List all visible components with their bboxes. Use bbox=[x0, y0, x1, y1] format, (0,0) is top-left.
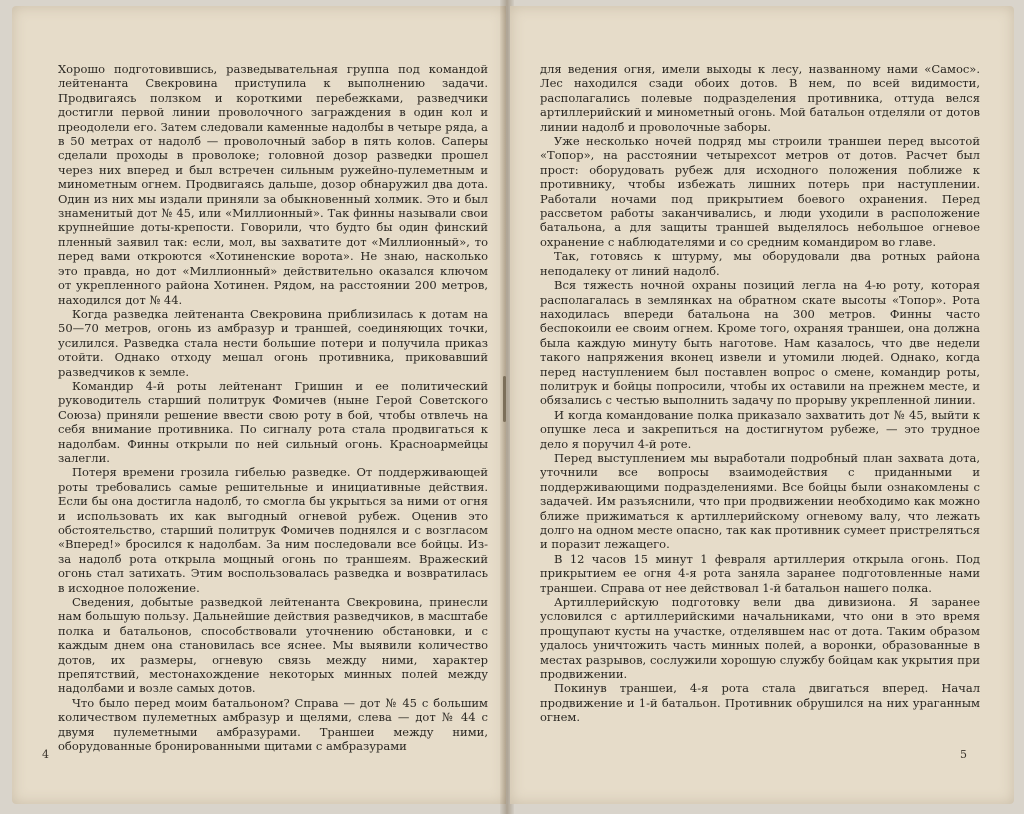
paragraph: Хорошо подготовившись, разведывательная группа под командой лейтенанта Свекровина приступила к выполнению задачи. Продвигаясь ползком и короткими перебежками, разведчики достигли первой линии проволочного заграждения в один кол и преодолели его. Затем следовали каменные надолбы в четыре ряда, а в 50 метрах от надолб — проволочный забор в пять колов. Саперы сделали проходы в проволоке; головной дозор разведки прошел через них вперед и был встречен сильным ружейно-пулеметным и минометным огнем. Продвигаясь дальше, дозор обнаружил два дота. Один из них мы издали приняли за обыкновенный холмик. Это и был знаменитый дот № 45, или «Миллионный». Так финны называли свои крупнейшие доты-крепости. Говорили, что будто бы один финский пленный заявил так: если, мол, вы захватите дот «Миллионный», то перед вами откроются «Хотиненские ворота». Не знаю, насколько это правда, но дот «Миллионный» действительно оказался ключом от укрепленного района Хотинен. Рядом, на расстоянии 200 метров, находился дот № 44. bbox=[58, 62, 488, 307]
paragraph: Уже несколько ночей подряд мы строили траншеи перед высотой «Топор», на расстоянии четырехсот метров от дотов. Расчет был прост: оборудовать рубеж для исходного положения поближе к противнику, чтобы избежать лишних потерь при наступлении. Работали ночами под прикрытием боевого охранения. Перед рассветом работы заканчивались, и люди уходили в расположение батальона, а для защиты траншей выделялось небольшое огневое охранение с наблюдателями и со средним командиром во главе. bbox=[540, 134, 980, 249]
right-page bbox=[510, 6, 1014, 804]
left-page bbox=[12, 6, 506, 804]
paragraph: Артиллерийскую подготовку вели два дивизиона. Я заранее условился с артиллерийскими начальниками, что они в это время прощупают кусты на участке, отделявшем нас от дота. Таким образом удалось уничтожить часть минных полей, а воронки, образованные в местах разрывов, сослужили хорошую службу бойцам как укрытия при продвижении. bbox=[540, 595, 980, 682]
staple bbox=[503, 376, 506, 422]
page-number: 5 bbox=[960, 748, 967, 761]
paragraph: В 12 часов 15 минут 1 февраля артиллерия открыла огонь. Под прикрытием ее огня 4-я рота заняла заранее подготовленные нами траншеи. Справа от нее действовал 1-й батальон нашего полка. bbox=[540, 551, 980, 595]
left-page-text bbox=[58, 62, 488, 754]
paragraph: Сведения, добытые разведкой лейтенанта Свекровина, принесли нам большую пользу. Дальнейшие действия разведчиков, в масштабе полка и батальонов, способствовали уточнению обстановки, и с каждым днем она становилась все яснее. Мы выявили количество дотов, их размеры, огневую связь между ними, характер препятствий, местонахождение некоторых минных полей между надолбами и возле самых дотов. bbox=[58, 595, 488, 696]
paragraph: для ведения огня, имели выходы к лесу, названному нами «Самос». Лес находился сзади обоих дотов. В нем, по всей видимости, располагались полевые подразделения противника, оттуда велся артиллерийский и минометный огонь. Мой батальон отделяли от дотов линии надолб и проволочные заборы. bbox=[540, 62, 980, 134]
paragraph: Вся тяжесть ночной охраны позиций легла на 4-ю роту, которая располагалась в землянках на обратном скате высоты «Топор». Рота находилась впереди батальона на 300 метров. Финны часто беспокоили ее своим огнем. Кроме того, охраняя траншеи, она должна была каждую минуту быть наготове. Нам казалось, что две недели такого напряжения вконец извели и утомили людей. Однако, когда перед наступлением был поставлен вопрос о смене, командир роты, политрук и бойцы попросили, чтобы их оставили на прежнем месте, и обязались с честью выполнить задачу по прорыву укрепленной линии. bbox=[540, 278, 980, 408]
paragraph: Покинув траншеи, 4-я рота стала двигаться вперед. Начал продвижение и 1-й батальон. Противник обрушился на них ураганным огнем. bbox=[540, 681, 980, 725]
paragraph: Так, готовясь к штурму, мы оборудовали два ротных района неподалеку от линий надолб. bbox=[540, 249, 980, 278]
paragraph: Командир 4-й роты лейтенант Гришин и ее политический руководитель старший политрук Фомичев (ныне Герой Советского Союза) приняли решение ввести свою роту в бой, чтобы отвлечь на себя внимание противника. По сигналу рота стала продвигаться к надолбам. Финны открыли по ней сильный огонь. Красноармейцы залегли. bbox=[58, 378, 488, 465]
paragraph: Потеря времени грозила гибелью разведке. От поддерживающей роты требовались самые решительные и инициативные действия. Если бы она достигла надолб, то смогла бы укрыться за ними от огня и использовать их как выгодный огневой рубеж. Оценив это обстоятельство, старший политрук Фомичев поднялся и с возгласом «Вперед!» бросился к надолбам. За ним последовали все бойцы. Из-за надолб рота открыла мощный огонь по траншеям. Вражеский огонь стал затихать. Этим воспользовалась разведка и возвратилась в исходное положение. bbox=[58, 465, 488, 595]
page-number: 4 bbox=[42, 748, 49, 761]
paragraph: Что было перед моим батальоном? Справа — дот № 45 с большим количеством пулеметных амбразур и щелями, слева — дот № 44 с двумя пулеметными амбразурами. Траншеи между ними, оборудованные бронированными щитами с амбразурами bbox=[58, 695, 488, 754]
paragraph: Перед выступлением мы выработали подробный план захвата дота, уточнили все вопросы взаимодействия с приданными и поддерживающими подразделениями. Все бойцы были ознакомлены с задачей. Им разъяснили, что при продвижении необходимо как можно ближе прижиматься к артиллерийскому огневому валу, что лежать долго на одном месте опасно, так как противник сумеет пристреляться и поразит лежащего. bbox=[540, 450, 980, 552]
paragraph: И когда командование полка приказало захватить дот № 45, выйти к опушке леса и закрепиться на достигнутом рубеже, — это трудное дело я поручил 4-й роте. bbox=[540, 407, 980, 451]
paragraph: Когда разведка лейтенанта Свекровина приблизилась к дотам на 50—70 метров, огонь из амбразур и траншей, соединяющих точки, усилился. Разведка стала нести большие потери и получила приказ отойти. Однако отходу мешал огонь противника, приковавший разведчиков к земле. bbox=[58, 306, 488, 379]
right-page-text bbox=[540, 62, 980, 725]
